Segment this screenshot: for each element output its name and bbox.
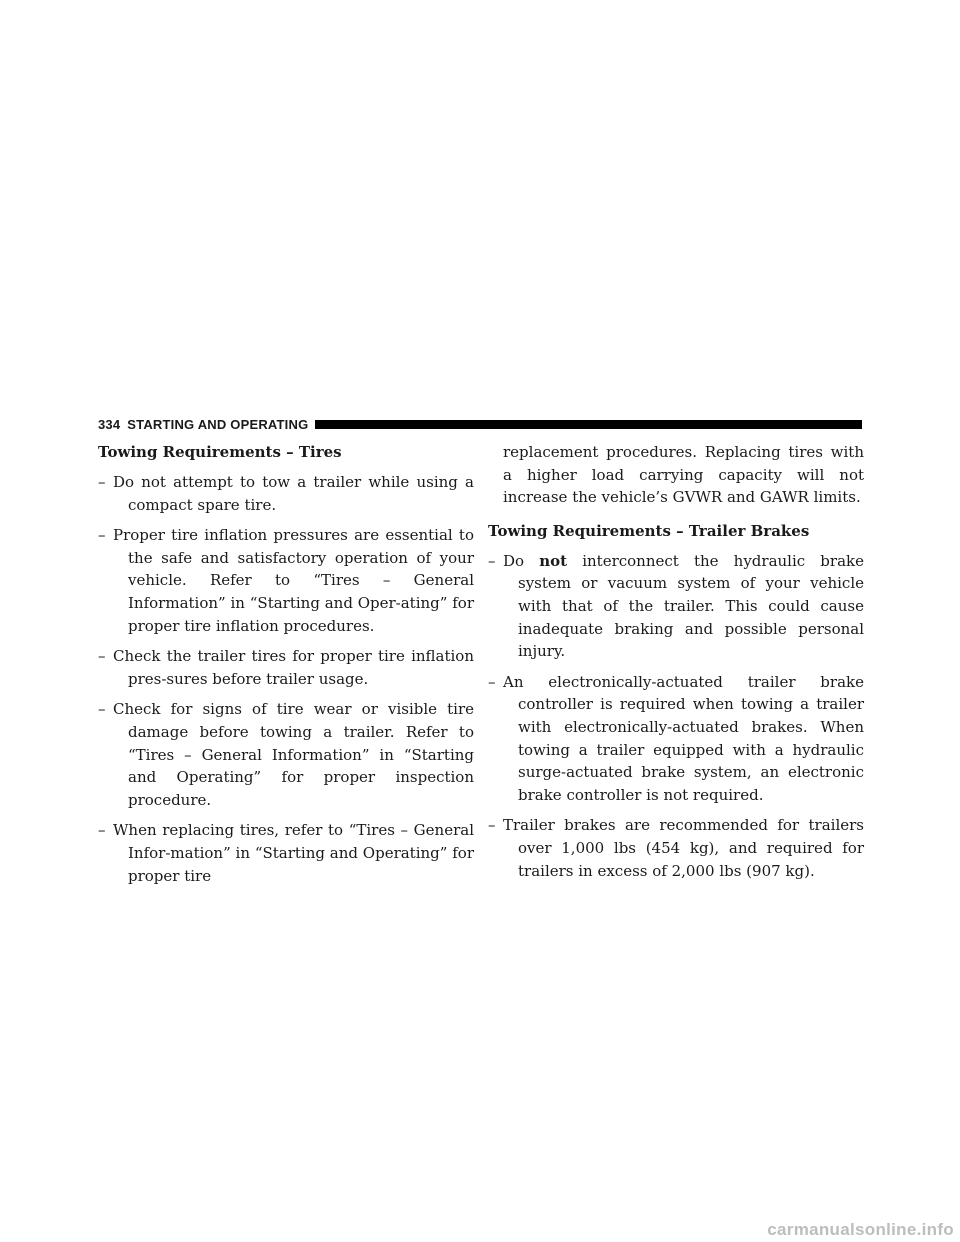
- emphasis-not: not: [539, 551, 568, 570]
- list-item: – An electronically-actuated trailer brake controller is required when towing a trailer with electronically-actuated brakes. When towing a trailer equipped with a hydraulic surge-actuated brake system, an electronic brake controller is not required.: [488, 672, 864, 804]
- continued-text: replacement procedures. Replacing tires with a higher load carrying capacity will not increase the vehicle’s GVWR and GAWR limits.: [503, 443, 864, 507]
- tires-list: [98, 471, 474, 887]
- header-rule: [315, 420, 862, 429]
- watermark: carmanualsonline.info: [767, 1220, 954, 1239]
- list-item: – Check the trailer tires for proper tire inflation pres-sures before trailer usage.: [98, 647, 474, 688]
- tires-heading: Towing Requirements – Tires: [98, 443, 342, 461]
- page-number: 334: [98, 416, 121, 432]
- list-item: – Do not attempt to tow a trailer while using a compact spare tire.: [98, 473, 474, 514]
- trailer-brakes-heading: Towing Requirements – Trailer Brakes: [488, 521, 810, 540]
- list-item: – Check for signs of tire wear or visible tire damage before towing a trailer. Refer to “Tires – General Information” in “Starting and Operating” for proper inspection procedure.: [98, 700, 474, 809]
- trailer-brakes-list: [488, 550, 864, 882]
- right-column: [488, 441, 864, 890]
- page-header: [98, 417, 862, 431]
- left-column: [98, 441, 474, 895]
- list-item: – Proper tire inflation pressures are essential to the safe and satisfactory operation of your vehicle. Refer to “Tires – General Information” in “Starting and Oper-ating” for proper tire inflation procedures.: [98, 526, 474, 635]
- list-item: – Trailer brakes are recommended for trailers over 1,000 lbs (454 kg), and required for trailers in excess of 2,000 lbs (907 kg).: [488, 816, 864, 880]
- list-item: – Do not interconnect the hydraulic brake system or vacuum system of your vehicle with that of the trailer. This could cause inadequate braking and possible personal injury.: [488, 551, 864, 661]
- section-title: STARTING AND OPERATING: [127, 416, 309, 432]
- list-item: – When replacing tires, refer to “Tires – General Infor-mation” in “Starting and Operating” for proper tire: [98, 821, 474, 885]
